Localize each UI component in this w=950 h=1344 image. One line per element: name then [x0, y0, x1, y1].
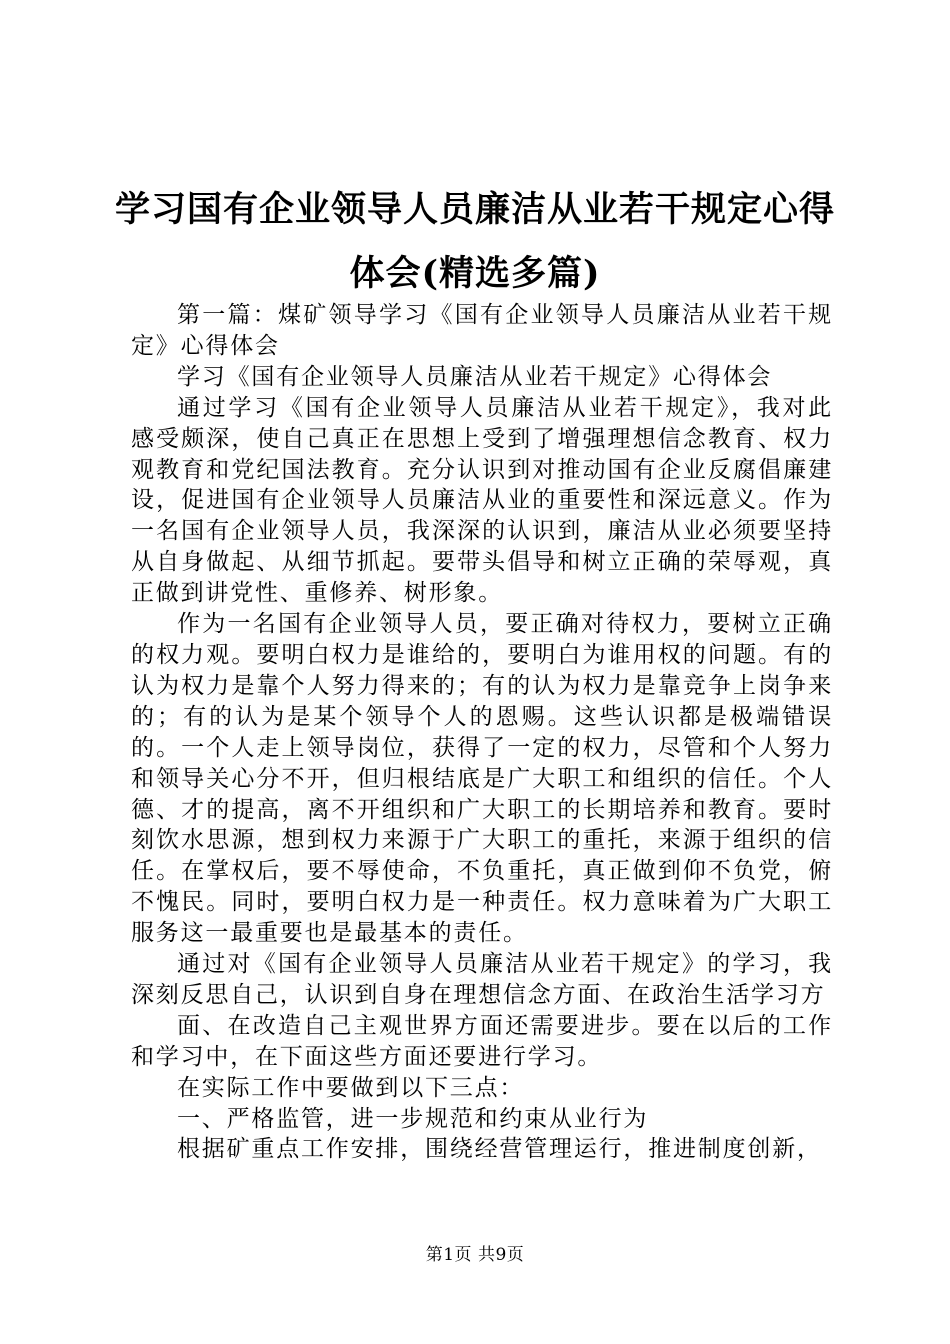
page-title — [110, 178, 840, 306]
title-line-2: 体会(精选多篇) — [349, 253, 601, 294]
title-line-1: 学习国有企业领导人员廉洁从业若干规定心得 — [114, 189, 835, 230]
paragraph: 面、在改造自己主观世界方面还需要进步。要在以后的工作和学习中，在下面这些方面还要进行学习。 — [131, 1012, 833, 1070]
paragraph: 通过对《国有企业领导人员廉洁从业若干规定》的学习，我深刻反思自己，认识到自身在理想信念方面、在政治生活学习方 — [131, 951, 833, 1008]
paragraph-chapter-heading: 第一篇：煤矿领导学习《国有企业领导人员廉洁从业若干规定》心得体会 — [131, 302, 833, 359]
document-body — [131, 300, 833, 1165]
paragraph: 通过学习《国有企业领导人员廉洁从业若干规定》，我对此感受颇深，使自己真正在思想上受到了增强理想信念教育、权力观教育和党纪国法教育。充分认识到对推动国有企业反腐倡廉建设，促进国有企业领导人员廉洁从业的重要性和深远意义。作为一名国有企业领导人员，我深深的认识到，廉洁从业必须要坚持从自身做起、从细节抓起。要带头倡导和树立正确的荣辱观，真正做到讲党性、重修养、树形象。 — [131, 394, 833, 607]
page-footer: 第1页 共9页 — [425, 1245, 525, 1265]
paragraph: 根据矿重点工作安排，围绕经营管理运行，推进制度创新， — [177, 1136, 822, 1163]
paragraph: 作为一名国有企业领导人员，要正确对待权力，要树立正确的权力观。要明白权力是谁给的，要明白为谁用权的问题。有的认为权力是靠个人努力得来的；有的认为权力是靠竞争上岗争来的；有的认为是某个领导个人的恩赐。这些认识都是极端错误的。一个人走上领导岗位，获得了一定的权力，尽管和个人努力和领导关心分不开，但归根结底是广大职工和组织的信任。个人德、才的提高，离不开组织和广大职工的长期培养和教育。要时刻饮水思源，想到权力来源于广大职工的重托，来源于组织的信任。在掌权后，要不辱使命，不负重托，真正做到仰不负党，俯不愧民。同时，要明白权力是一种责任。权力意味着为广大职工服务这一最重要也是最基本的责任。 — [131, 611, 833, 947]
paragraph: 在实际工作中要做到以下三点： — [177, 1074, 525, 1101]
section-heading: 一、严格监管，进一步规范和约束从业行为 — [177, 1105, 649, 1132]
paragraph-subtitle: 学习《国有企业领导人员廉洁从业若干规定》心得体会 — [177, 363, 773, 390]
